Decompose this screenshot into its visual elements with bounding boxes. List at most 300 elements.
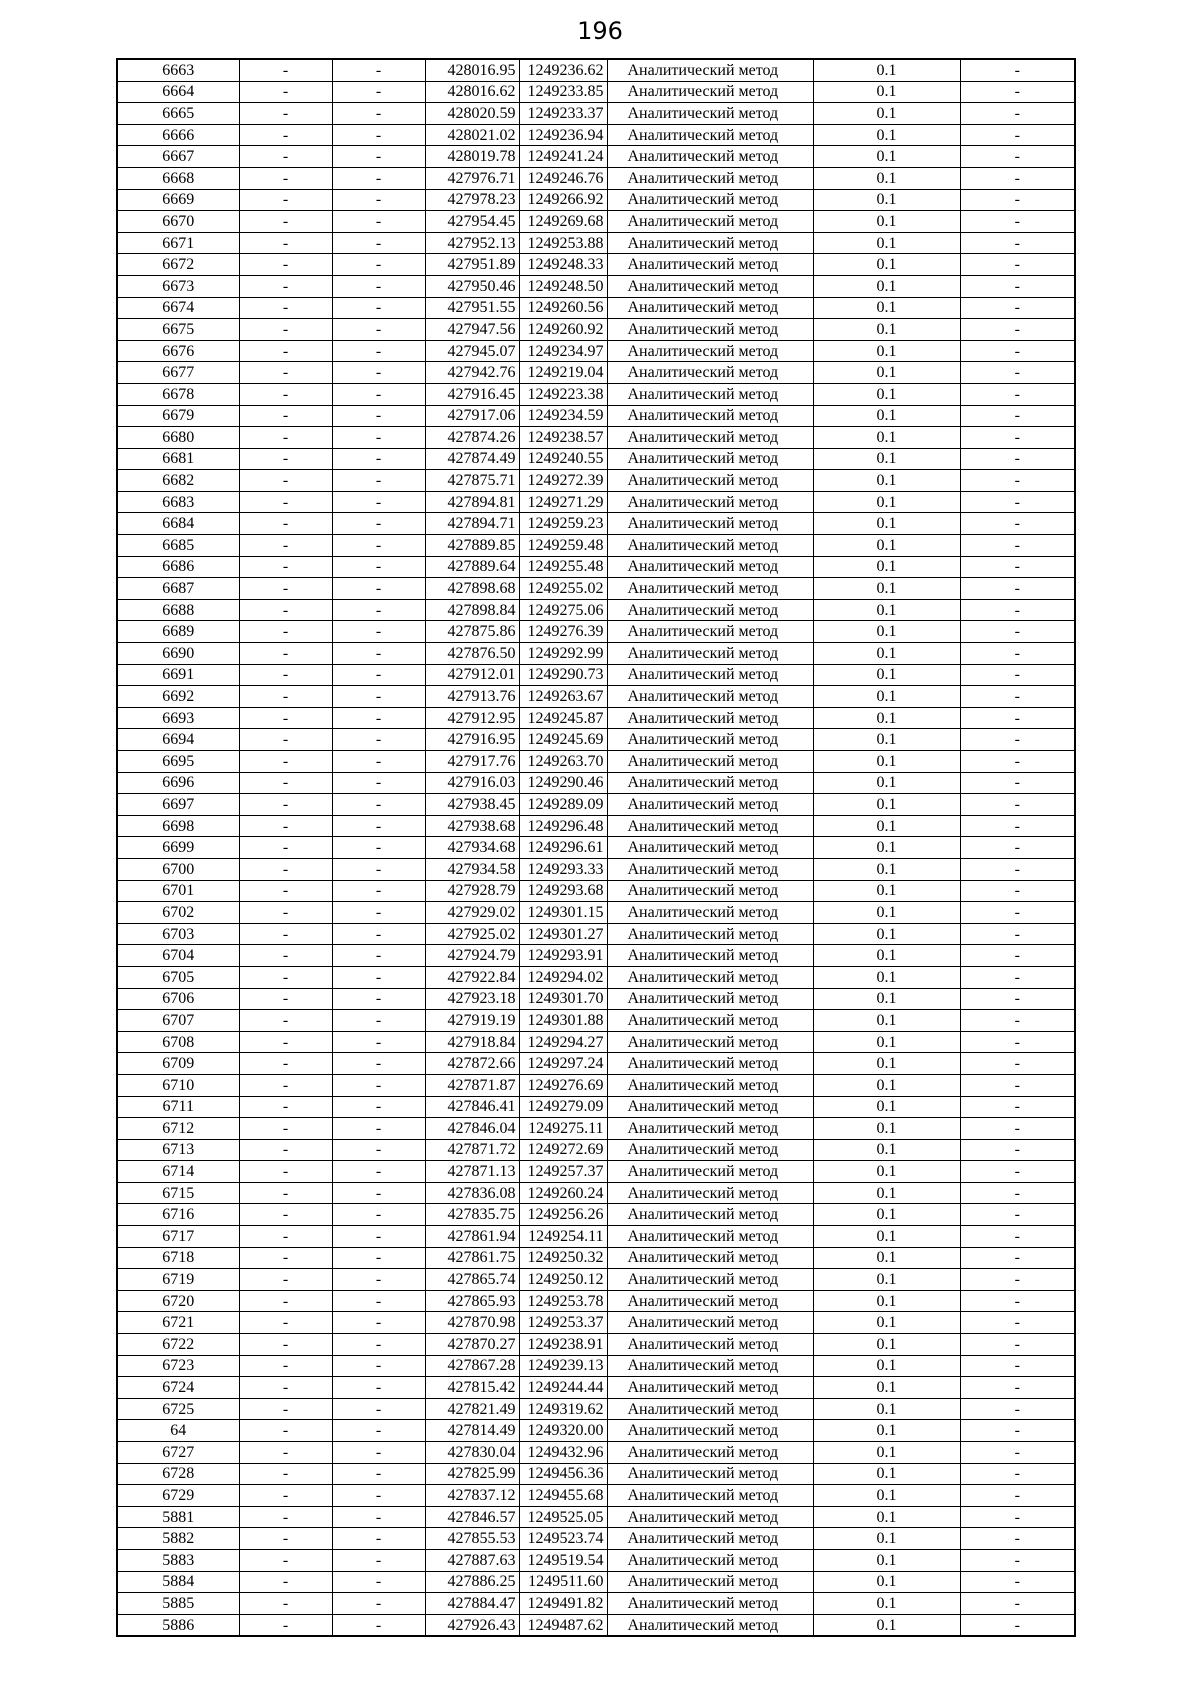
method-cell: Аналитический метод bbox=[607, 340, 813, 362]
col-8-cell: - bbox=[960, 1614, 1075, 1636]
col-2-cell: - bbox=[239, 383, 332, 405]
point-number-cell: 6683 bbox=[117, 491, 239, 513]
accuracy-cell: 0.1 bbox=[813, 1053, 960, 1075]
accuracy-cell: 0.1 bbox=[813, 383, 960, 405]
method-cell: Аналитический метод bbox=[607, 124, 813, 146]
table-row bbox=[117, 837, 1075, 859]
table-row bbox=[117, 1269, 1075, 1291]
table-row bbox=[117, 405, 1075, 427]
method-cell: Аналитический метод bbox=[607, 1269, 813, 1291]
coord-x-cell: 427855.53 bbox=[425, 1528, 519, 1550]
accuracy-cell: 0.1 bbox=[813, 1226, 960, 1248]
col-3-cell: - bbox=[332, 772, 425, 794]
method-cell: Аналитический метод bbox=[607, 189, 813, 211]
table-row bbox=[117, 1463, 1075, 1485]
coord-y-cell: 1249292.99 bbox=[519, 643, 607, 665]
coord-x-cell: 427942.76 bbox=[425, 362, 519, 384]
accuracy-cell: 0.1 bbox=[813, 513, 960, 535]
method-cell: Аналитический метод bbox=[607, 1161, 813, 1183]
col-8-cell: - bbox=[960, 81, 1075, 103]
method-cell: Аналитический метод bbox=[607, 1290, 813, 1312]
col-8-cell: - bbox=[960, 1226, 1075, 1248]
col-2-cell: - bbox=[239, 1593, 332, 1615]
col-3-cell: - bbox=[332, 1506, 425, 1528]
accuracy-cell: 0.1 bbox=[813, 1398, 960, 1420]
col-3-cell: - bbox=[332, 1074, 425, 1096]
coord-y-cell: 1249248.50 bbox=[519, 275, 607, 297]
col-2-cell: - bbox=[239, 1226, 332, 1248]
coord-y-cell: 1249263.67 bbox=[519, 686, 607, 708]
col-8-cell: - bbox=[960, 167, 1075, 189]
col-3-cell: - bbox=[332, 1528, 425, 1550]
accuracy-cell: 0.1 bbox=[813, 1463, 960, 1485]
table-row bbox=[117, 254, 1075, 276]
point-number-cell: 6668 bbox=[117, 167, 239, 189]
col-2-cell: - bbox=[239, 189, 332, 211]
table-row bbox=[117, 1420, 1075, 1442]
coord-x-cell: 427835.75 bbox=[425, 1204, 519, 1226]
col-2-cell: - bbox=[239, 254, 332, 276]
accuracy-cell: 0.1 bbox=[813, 405, 960, 427]
point-number-cell: 6695 bbox=[117, 751, 239, 773]
coord-y-cell: 1249456.36 bbox=[519, 1463, 607, 1485]
table-row bbox=[117, 1312, 1075, 1334]
table-row bbox=[117, 1247, 1075, 1269]
coord-x-cell: 427876.50 bbox=[425, 643, 519, 665]
table-row bbox=[117, 643, 1075, 665]
method-cell: Аналитический метод bbox=[607, 599, 813, 621]
coord-x-cell: 427884.47 bbox=[425, 1593, 519, 1615]
col-3-cell: - bbox=[332, 427, 425, 449]
col-3-cell: - bbox=[332, 189, 425, 211]
col-2-cell: - bbox=[239, 427, 332, 449]
table-row bbox=[117, 794, 1075, 816]
col-2-cell: - bbox=[239, 1118, 332, 1140]
coord-x-cell: 428020.59 bbox=[425, 103, 519, 125]
col-2-cell: - bbox=[239, 297, 332, 319]
coord-x-cell: 427938.68 bbox=[425, 815, 519, 837]
point-number-cell: 6721 bbox=[117, 1312, 239, 1334]
point-number-cell: 6718 bbox=[117, 1247, 239, 1269]
coord-x-cell: 427867.28 bbox=[425, 1355, 519, 1377]
accuracy-cell: 0.1 bbox=[813, 1182, 960, 1204]
coord-y-cell: 1249248.33 bbox=[519, 254, 607, 276]
coord-y-cell: 1249294.27 bbox=[519, 1031, 607, 1053]
coord-x-cell: 427929.02 bbox=[425, 902, 519, 924]
col-2-cell: - bbox=[239, 988, 332, 1010]
coord-y-cell: 1249266.92 bbox=[519, 189, 607, 211]
coord-y-cell: 1249301.70 bbox=[519, 988, 607, 1010]
col-2-cell: - bbox=[239, 902, 332, 924]
col-2-cell: - bbox=[239, 319, 332, 341]
method-cell: Аналитический метод bbox=[607, 254, 813, 276]
col-3-cell: - bbox=[332, 945, 425, 967]
col-8-cell: - bbox=[960, 535, 1075, 557]
method-cell: Аналитический метод bbox=[607, 146, 813, 168]
table-row bbox=[117, 211, 1075, 233]
col-2-cell: - bbox=[239, 1053, 332, 1075]
accuracy-cell: 0.1 bbox=[813, 1118, 960, 1140]
point-number-cell: 6678 bbox=[117, 383, 239, 405]
coord-y-cell: 1249301.88 bbox=[519, 1010, 607, 1032]
col-8-cell: - bbox=[960, 1182, 1075, 1204]
point-number-cell: 5883 bbox=[117, 1549, 239, 1571]
table-row bbox=[117, 815, 1075, 837]
col-2-cell: - bbox=[239, 491, 332, 513]
col-8-cell: - bbox=[960, 1463, 1075, 1485]
col-2-cell: - bbox=[239, 837, 332, 859]
col-3-cell: - bbox=[332, 1485, 425, 1507]
coord-x-cell: 427889.64 bbox=[425, 556, 519, 578]
point-number-cell: 6665 bbox=[117, 103, 239, 125]
coord-y-cell: 1249296.61 bbox=[519, 837, 607, 859]
col-3-cell: - bbox=[332, 1463, 425, 1485]
col-8-cell: - bbox=[960, 837, 1075, 859]
col-2-cell: - bbox=[239, 167, 332, 189]
coord-x-cell: 427917.76 bbox=[425, 751, 519, 773]
accuracy-cell: 0.1 bbox=[813, 1506, 960, 1528]
col-2-cell: - bbox=[239, 707, 332, 729]
col-3-cell: - bbox=[332, 1053, 425, 1075]
table-row bbox=[117, 988, 1075, 1010]
point-number-cell: 6719 bbox=[117, 1269, 239, 1291]
col-8-cell: - bbox=[960, 405, 1075, 427]
accuracy-cell: 0.1 bbox=[813, 664, 960, 686]
method-cell: Аналитический метод bbox=[607, 1226, 813, 1248]
col-3-cell: - bbox=[332, 880, 425, 902]
coord-y-cell: 1249260.92 bbox=[519, 319, 607, 341]
table-row bbox=[117, 1226, 1075, 1248]
accuracy-cell: 0.1 bbox=[813, 858, 960, 880]
col-8-cell: - bbox=[960, 232, 1075, 254]
method-cell: Аналитический метод bbox=[607, 1377, 813, 1399]
col-3-cell: - bbox=[332, 535, 425, 557]
coord-y-cell: 1249276.69 bbox=[519, 1074, 607, 1096]
point-number-cell: 6663 bbox=[117, 59, 239, 81]
method-cell: Аналитический метод bbox=[607, 772, 813, 794]
coord-y-cell: 1249255.48 bbox=[519, 556, 607, 578]
coord-x-cell: 428021.02 bbox=[425, 124, 519, 146]
coordinates-table-wrap bbox=[116, 58, 1076, 1637]
col-2-cell: - bbox=[239, 578, 332, 600]
point-number-cell: 6727 bbox=[117, 1442, 239, 1464]
col-2-cell: - bbox=[239, 966, 332, 988]
coord-y-cell: 1249238.91 bbox=[519, 1334, 607, 1356]
table-row bbox=[117, 427, 1075, 449]
coord-x-cell: 427865.74 bbox=[425, 1269, 519, 1291]
point-number-cell: 6722 bbox=[117, 1334, 239, 1356]
col-2-cell: - bbox=[239, 1290, 332, 1312]
table-row bbox=[117, 1118, 1075, 1140]
point-number-cell: 6673 bbox=[117, 275, 239, 297]
col-2-cell: - bbox=[239, 880, 332, 902]
accuracy-cell: 0.1 bbox=[813, 599, 960, 621]
col-3-cell: - bbox=[332, 124, 425, 146]
point-number-cell: 6687 bbox=[117, 578, 239, 600]
point-number-cell: 6686 bbox=[117, 556, 239, 578]
table-row bbox=[117, 340, 1075, 362]
method-cell: Аналитический метод bbox=[607, 621, 813, 643]
method-cell: Аналитический метод bbox=[607, 1247, 813, 1269]
accuracy-cell: 0.1 bbox=[813, 1269, 960, 1291]
method-cell: Аналитический метод bbox=[607, 966, 813, 988]
col-8-cell: - bbox=[960, 146, 1075, 168]
col-2-cell: - bbox=[239, 1010, 332, 1032]
col-2-cell: - bbox=[239, 275, 332, 297]
method-cell: Аналитический метод bbox=[607, 1139, 813, 1161]
method-cell: Аналитический метод bbox=[607, 880, 813, 902]
coord-x-cell: 427815.42 bbox=[425, 1377, 519, 1399]
col-3-cell: - bbox=[332, 556, 425, 578]
table-row bbox=[117, 858, 1075, 880]
col-8-cell: - bbox=[960, 966, 1075, 988]
col-8-cell: - bbox=[960, 1269, 1075, 1291]
col-3-cell: - bbox=[332, 1096, 425, 1118]
coord-x-cell: 427916.45 bbox=[425, 383, 519, 405]
col-3-cell: - bbox=[332, 146, 425, 168]
point-number-cell: 6694 bbox=[117, 729, 239, 751]
accuracy-cell: 0.1 bbox=[813, 535, 960, 557]
coord-x-cell: 427821.49 bbox=[425, 1398, 519, 1420]
accuracy-cell: 0.1 bbox=[813, 686, 960, 708]
col-3-cell: - bbox=[332, 167, 425, 189]
method-cell: Аналитический метод bbox=[607, 1442, 813, 1464]
col-2-cell: - bbox=[239, 1312, 332, 1334]
method-cell: Аналитический метод bbox=[607, 902, 813, 924]
coord-x-cell: 427846.04 bbox=[425, 1118, 519, 1140]
coord-x-cell: 427898.84 bbox=[425, 599, 519, 621]
col-2-cell: - bbox=[239, 405, 332, 427]
page-number: 196 bbox=[577, 17, 623, 45]
table-row bbox=[117, 1204, 1075, 1226]
table-row bbox=[117, 1290, 1075, 1312]
col-8-cell: - bbox=[960, 1118, 1075, 1140]
coord-y-cell: 1249523.74 bbox=[519, 1528, 607, 1550]
col-3-cell: - bbox=[332, 491, 425, 513]
col-3-cell: - bbox=[332, 729, 425, 751]
col-2-cell: - bbox=[239, 621, 332, 643]
col-2-cell: - bbox=[239, 599, 332, 621]
accuracy-cell: 0.1 bbox=[813, 1290, 960, 1312]
col-3-cell: - bbox=[332, 1442, 425, 1464]
point-number-cell: 6681 bbox=[117, 448, 239, 470]
coord-y-cell: 1249320.00 bbox=[519, 1420, 607, 1442]
col-3-cell: - bbox=[332, 340, 425, 362]
coord-x-cell: 427837.12 bbox=[425, 1485, 519, 1507]
col-8-cell: - bbox=[960, 1031, 1075, 1053]
col-3-cell: - bbox=[332, 1269, 425, 1291]
point-number-cell: 6677 bbox=[117, 362, 239, 384]
coord-y-cell: 1249250.12 bbox=[519, 1269, 607, 1291]
table-row bbox=[117, 167, 1075, 189]
table-row bbox=[117, 1053, 1075, 1075]
col-2-cell: - bbox=[239, 1204, 332, 1226]
accuracy-cell: 0.1 bbox=[813, 232, 960, 254]
coord-x-cell: 427912.95 bbox=[425, 707, 519, 729]
col-3-cell: - bbox=[332, 1031, 425, 1053]
accuracy-cell: 0.1 bbox=[813, 59, 960, 81]
col-2-cell: - bbox=[239, 59, 332, 81]
method-cell: Аналитический метод bbox=[607, 643, 813, 665]
table-row bbox=[117, 599, 1075, 621]
col-2-cell: - bbox=[239, 340, 332, 362]
col-8-cell: - bbox=[960, 1377, 1075, 1399]
col-3-cell: - bbox=[332, 1204, 425, 1226]
accuracy-cell: 0.1 bbox=[813, 1614, 960, 1636]
col-3-cell: - bbox=[332, 362, 425, 384]
col-3-cell: - bbox=[332, 1355, 425, 1377]
coord-y-cell: 1249272.69 bbox=[519, 1139, 607, 1161]
col-8-cell: - bbox=[960, 211, 1075, 233]
col-2-cell: - bbox=[239, 664, 332, 686]
accuracy-cell: 0.1 bbox=[813, 1528, 960, 1550]
method-cell: Аналитический метод bbox=[607, 988, 813, 1010]
col-3-cell: - bbox=[332, 1139, 425, 1161]
table-row bbox=[117, 1571, 1075, 1593]
coord-y-cell: 1249263.70 bbox=[519, 751, 607, 773]
col-8-cell: - bbox=[960, 103, 1075, 125]
col-3-cell: - bbox=[332, 1420, 425, 1442]
coord-x-cell: 427836.08 bbox=[425, 1182, 519, 1204]
col-2-cell: - bbox=[239, 1377, 332, 1399]
point-number-cell: 6666 bbox=[117, 124, 239, 146]
accuracy-cell: 0.1 bbox=[813, 794, 960, 816]
col-3-cell: - bbox=[332, 815, 425, 837]
col-8-cell: - bbox=[960, 988, 1075, 1010]
col-2-cell: - bbox=[239, 1398, 332, 1420]
table-row bbox=[117, 1506, 1075, 1528]
col-3-cell: - bbox=[332, 232, 425, 254]
table-body bbox=[117, 59, 1075, 1636]
point-number-cell: 6728 bbox=[117, 1463, 239, 1485]
table-row bbox=[117, 1096, 1075, 1118]
point-number-cell: 6720 bbox=[117, 1290, 239, 1312]
col-8-cell: - bbox=[960, 1442, 1075, 1464]
coord-y-cell: 1249260.24 bbox=[519, 1182, 607, 1204]
coord-x-cell: 427925.02 bbox=[425, 923, 519, 945]
col-3-cell: - bbox=[332, 254, 425, 276]
method-cell: Аналитический метод bbox=[607, 1096, 813, 1118]
accuracy-cell: 0.1 bbox=[813, 275, 960, 297]
point-number-cell: 6680 bbox=[117, 427, 239, 449]
coord-y-cell: 1249290.73 bbox=[519, 664, 607, 686]
coord-y-cell: 1249259.48 bbox=[519, 535, 607, 557]
col-2-cell: - bbox=[239, 81, 332, 103]
table-row bbox=[117, 578, 1075, 600]
method-cell: Аналитический метод bbox=[607, 491, 813, 513]
coord-x-cell: 427870.98 bbox=[425, 1312, 519, 1334]
point-number-cell: 6723 bbox=[117, 1355, 239, 1377]
col-2-cell: - bbox=[239, 1182, 332, 1204]
table-row bbox=[117, 513, 1075, 535]
table-row bbox=[117, 664, 1075, 686]
table-row bbox=[117, 1139, 1075, 1161]
col-8-cell: - bbox=[960, 880, 1075, 902]
point-number-cell: 6705 bbox=[117, 966, 239, 988]
accuracy-cell: 0.1 bbox=[813, 1010, 960, 1032]
point-number-cell: 6700 bbox=[117, 858, 239, 880]
method-cell: Аналитический метод bbox=[607, 1593, 813, 1615]
coord-x-cell: 427871.87 bbox=[425, 1074, 519, 1096]
coord-x-cell: 427898.68 bbox=[425, 578, 519, 600]
col-3-cell: - bbox=[332, 1118, 425, 1140]
accuracy-cell: 0.1 bbox=[813, 189, 960, 211]
col-3-cell: - bbox=[332, 794, 425, 816]
method-cell: Аналитический метод bbox=[607, 1614, 813, 1636]
method-cell: Аналитический метод bbox=[607, 319, 813, 341]
table-row bbox=[117, 103, 1075, 125]
accuracy-cell: 0.1 bbox=[813, 1485, 960, 1507]
coord-x-cell: 427886.25 bbox=[425, 1571, 519, 1593]
accuracy-cell: 0.1 bbox=[813, 1139, 960, 1161]
coord-y-cell: 1249245.69 bbox=[519, 729, 607, 751]
method-cell: Аналитический метод bbox=[607, 1010, 813, 1032]
col-2-cell: - bbox=[239, 362, 332, 384]
accuracy-cell: 0.1 bbox=[813, 1420, 960, 1442]
method-cell: Аналитический метод bbox=[607, 103, 813, 125]
table-row bbox=[117, 1161, 1075, 1183]
col-3-cell: - bbox=[332, 751, 425, 773]
col-2-cell: - bbox=[239, 815, 332, 837]
coord-y-cell: 1249233.37 bbox=[519, 103, 607, 125]
col-8-cell: - bbox=[960, 319, 1075, 341]
coord-x-cell: 427887.63 bbox=[425, 1549, 519, 1571]
table-row bbox=[117, 945, 1075, 967]
table-row bbox=[117, 1010, 1075, 1032]
point-number-cell: 6684 bbox=[117, 513, 239, 535]
coord-y-cell: 1249244.44 bbox=[519, 1377, 607, 1399]
coord-x-cell: 427926.43 bbox=[425, 1614, 519, 1636]
coord-y-cell: 1249319.62 bbox=[519, 1398, 607, 1420]
point-number-cell: 6682 bbox=[117, 470, 239, 492]
method-cell: Аналитический метод bbox=[607, 686, 813, 708]
accuracy-cell: 0.1 bbox=[813, 211, 960, 233]
point-number-cell: 6711 bbox=[117, 1096, 239, 1118]
col-3-cell: - bbox=[332, 966, 425, 988]
col-8-cell: - bbox=[960, 1096, 1075, 1118]
col-2-cell: - bbox=[239, 513, 332, 535]
col-8-cell: - bbox=[960, 1247, 1075, 1269]
method-cell: Аналитический метод bbox=[607, 1074, 813, 1096]
table-row bbox=[117, 1528, 1075, 1550]
method-cell: Аналитический метод bbox=[607, 1571, 813, 1593]
table-row bbox=[117, 1074, 1075, 1096]
col-8-cell: - bbox=[960, 59, 1075, 81]
method-cell: Аналитический метод bbox=[607, 1485, 813, 1507]
coord-x-cell: 427922.84 bbox=[425, 966, 519, 988]
table-row bbox=[117, 124, 1075, 146]
coord-x-cell: 427938.45 bbox=[425, 794, 519, 816]
col-2-cell: - bbox=[239, 858, 332, 880]
table-row bbox=[117, 1355, 1075, 1377]
method-cell: Аналитический метод bbox=[607, 923, 813, 945]
method-cell: Аналитический метод bbox=[607, 1334, 813, 1356]
method-cell: Аналитический метод bbox=[607, 405, 813, 427]
col-8-cell: - bbox=[960, 1010, 1075, 1032]
col-2-cell: - bbox=[239, 146, 332, 168]
coord-x-cell: 427950.46 bbox=[425, 275, 519, 297]
col-2-cell: - bbox=[239, 751, 332, 773]
col-3-cell: - bbox=[332, 211, 425, 233]
accuracy-cell: 0.1 bbox=[813, 1247, 960, 1269]
col-8-cell: - bbox=[960, 254, 1075, 276]
col-2-cell: - bbox=[239, 923, 332, 945]
accuracy-cell: 0.1 bbox=[813, 491, 960, 513]
col-2-cell: - bbox=[239, 211, 332, 233]
col-8-cell: - bbox=[960, 124, 1075, 146]
col-2-cell: - bbox=[239, 1355, 332, 1377]
method-cell: Аналитический метод bbox=[607, 448, 813, 470]
